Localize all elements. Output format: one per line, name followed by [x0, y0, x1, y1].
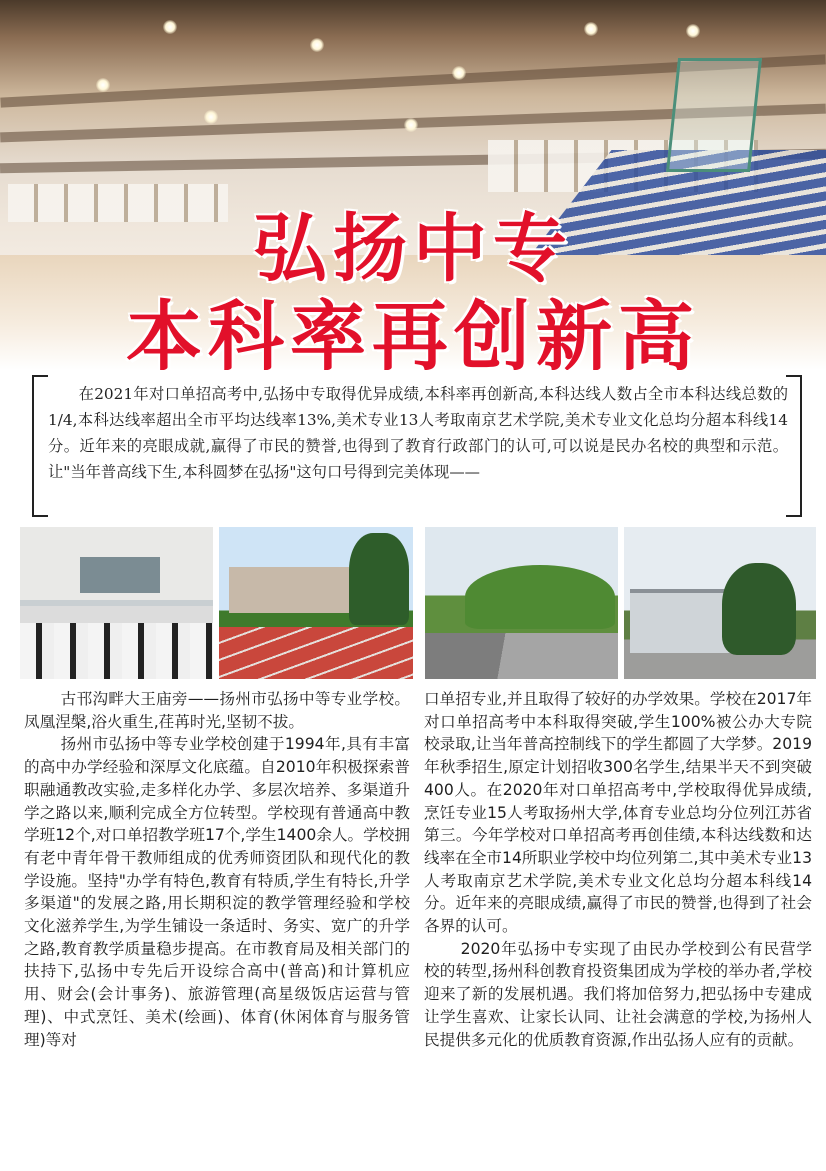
body-paragraph: 口单招专业,并且取得了较好的办学效果。学校在2017年对口单招高考中本科取得突破,学生100%被公办大专院校录取,让当年普高控制线下的学生都圆了大学梦。2019年秋季招生,原定计划招收300名学生,结果半天不到突破400人。在2020年对口单招高考中,学校取得优异成绩,烹饪专业15人考取扬州大学,体育专业总均分位列江苏省第三。今年学校对口单招高考再创佳绩,本科达线数和达线率在全市14所职业学校中均位列第二,其中美术专业13人考取南京艺术学院,美术专业文化总均分超本科线14分。近年来的亮眼成绩,赢得了市民的赞誉,也得到了社会各界的认可。: [424, 690, 812, 936]
body-paragraph: 古邗沟畔大王庙旁——扬州市弘扬中等专业学校。凤凰涅槃,浴火重生,荏苒时光,坚韧不拔。: [24, 690, 410, 731]
photo-sports-field: [219, 527, 413, 679]
ceiling-lamp-icon: [404, 118, 418, 132]
campus-tree: [349, 533, 409, 625]
ceiling-lamp-icon: [310, 38, 324, 52]
hero-banner: [0, 0, 826, 370]
body-column-right: [424, 688, 812, 1051]
ceiling-lamp-icon: [204, 110, 218, 124]
garden-path: [425, 633, 618, 679]
ceiling-lamp-icon: [686, 24, 700, 38]
classroom-screen: [80, 557, 160, 593]
bracket-right: [786, 375, 802, 517]
ceiling-lamp-icon: [163, 20, 177, 34]
photo-campus-building: [624, 527, 816, 679]
campus-building: [229, 567, 349, 613]
ceiling-lamp-icon: [96, 78, 110, 92]
classroom-students: [20, 623, 213, 679]
intro-text: 在2021年对口单招高考中,弘扬中专取得优异成绩,本科率再创新高,本科达线人数占全市本科达线总数的1/4,本科达线率超出全市平均达线率13%,美术专业13人考取南京艺术学院,美术专业文化总均分超本科线14分。近年来的亮眼成就,赢得了市民的赞誉,也得到了教育行政部门的认可,可以说是民办名校的典型和示范。让"当年普高线下生,本科圆梦在弘扬"这句口号得到完美体现——: [48, 385, 788, 481]
intro-summary: [32, 375, 802, 513]
campus-tree: [722, 563, 796, 655]
ceiling-lamp-icon: [584, 22, 598, 36]
wisteria-arbor: [465, 565, 615, 629]
body-paragraph: 2020年弘扬中专实现了由民办学校到公有民营学校的转型,扬州科创教育投资集团成为学校的举办者,学校迎来了新的发展机遇。我们将加倍努力,把弘扬中专建成让学生喜欢、让家长认同、让社会满意的学校,为扬州人民提供多元化的优质教育资源,作出弘扬人应有的贡献。: [424, 939, 812, 1049]
bracket-left: [32, 375, 48, 517]
teaching-building: [630, 589, 730, 653]
body-column-left: [24, 688, 410, 1051]
ceiling-lamp-icon: [452, 66, 466, 80]
headline-line-1: 弘扬中专: [253, 206, 573, 292]
basketball-backboard: [666, 58, 762, 172]
photo-classroom: [20, 527, 213, 679]
running-track: [219, 627, 413, 679]
photo-garden-path: [425, 527, 618, 679]
body-paragraph: 扬州市弘扬中等专业学校创建于1994年,具有丰富的高中办学经验和深厚文化底蕴。自2010年积极探索普职融通教改实验,走多样化办学、多层次培养、多渠道升学之路以来,顺利完成全方位转型。学校现有普通高中教学班12个,对口单招教学班17个,学生1400余人。学校拥有老中青年骨干教师组成的优秀师资团队和现代化的教学设施。坚持"办学有特色,教育有特质,学生有特长,升学多渠道"的发展之路,用长期积淀的教学管理经验和学校文化滋养学生,为学生铺设一条适时、务实、宽广的升学之路,教育教学质量稳步提高。在市教育局及相关部门的扶持下,弘扬中专先后开设综合高中(普高)和计算机应用、财会(会计事务)、旅游管理(高星级饭店运营与管理)、中式烹饪、美术(绘画)、体育(休闲体育与服务管理)等对: [24, 735, 410, 1049]
headline-line-2: 本科率再创新高: [126, 292, 700, 370]
